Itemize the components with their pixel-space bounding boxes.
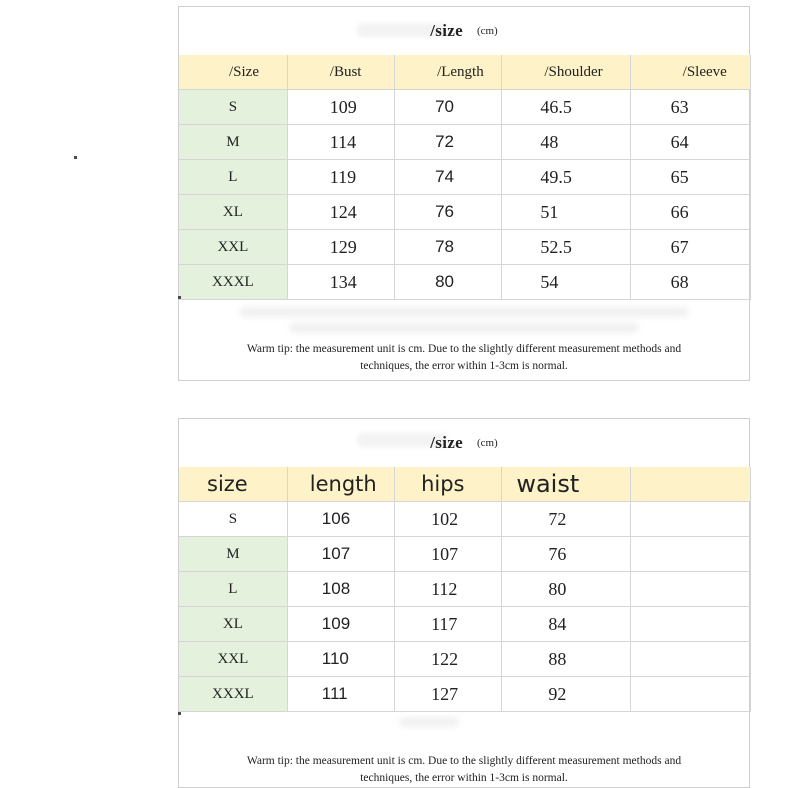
warm-tip-line: techniques, the error within 1-3cm is normal. [360, 360, 568, 372]
hips-value: 117 [395, 607, 502, 642]
warm-tip [179, 753, 749, 787]
table-row [179, 90, 751, 125]
length-value: 80 [395, 265, 502, 300]
header-empty [630, 467, 750, 502]
bust-value: 119 [287, 160, 394, 195]
empty-cell [630, 502, 750, 537]
size-label: XL [179, 607, 287, 642]
size-label: XXL [179, 230, 287, 265]
hips-value: 102 [395, 502, 502, 537]
warm-tip-line: Warm tip: the measurement unit is cm. Due to the slightly different measurement methods and [246, 755, 682, 767]
length-value: 70 [395, 90, 502, 125]
length-value: 106 [287, 502, 394, 537]
hips-value: 112 [395, 572, 502, 607]
length-value: 109 [287, 607, 394, 642]
table-row [179, 677, 751, 712]
header-size: size [179, 467, 287, 502]
chart-title-text: /size [430, 21, 463, 40]
header-sleeve: /Sleeve [630, 55, 750, 90]
table-row [179, 160, 751, 195]
chart-title [179, 419, 749, 467]
length-value: 78 [395, 230, 502, 265]
table-row [179, 195, 751, 230]
size-label: M [179, 537, 287, 572]
header-hips: hips [395, 467, 502, 502]
size-label: XL [179, 195, 287, 230]
table-row [179, 502, 751, 537]
size-table-bottom [179, 467, 751, 712]
hips-value: 127 [395, 677, 502, 712]
size-chart-bottom [178, 418, 750, 788]
header-shoulder: /Shoulder [502, 55, 630, 90]
size-label: XXXL [179, 677, 287, 712]
size-label: XXXL [179, 265, 287, 300]
table-row [179, 230, 751, 265]
table-row [179, 125, 751, 160]
waist-value: 88 [502, 642, 630, 677]
bust-value: 129 [287, 230, 394, 265]
size-table-top [179, 55, 751, 300]
header-length: length [287, 467, 394, 502]
length-value: 74 [395, 160, 502, 195]
sleeve-value: 67 [630, 230, 750, 265]
stray-dot [178, 712, 181, 715]
table-row [179, 537, 751, 572]
waist-value: 80 [502, 572, 630, 607]
empty-cell [630, 677, 750, 712]
empty-cell [630, 572, 750, 607]
length-value: 72 [395, 125, 502, 160]
length-value: 111 [287, 677, 394, 712]
bust-value: 114 [287, 125, 394, 160]
header-bust: /Bust [287, 55, 394, 90]
waist-value: 72 [502, 502, 630, 537]
empty-cell [630, 607, 750, 642]
length-value: 110 [287, 642, 394, 677]
size-label: L [179, 572, 287, 607]
warm-tip [179, 341, 749, 375]
table-row [179, 642, 751, 677]
blurred-text-line [239, 307, 689, 317]
empty-cell [630, 537, 750, 572]
waist-value: 76 [502, 537, 630, 572]
length-value: 107 [287, 537, 394, 572]
shoulder-value: 48 [502, 125, 630, 160]
sleeve-value: 64 [630, 125, 750, 160]
shoulder-value: 52.5 [502, 230, 630, 265]
table-row [179, 607, 751, 642]
header-size: /Size [179, 55, 287, 90]
empty-cell [630, 642, 750, 677]
shoulder-value: 54 [502, 265, 630, 300]
length-value: 76 [395, 195, 502, 230]
bust-value: 134 [287, 265, 394, 300]
size-label: M [179, 125, 287, 160]
header-row [179, 467, 751, 502]
chart-unit: (cm) [476, 25, 498, 37]
size-label: S [179, 502, 287, 537]
stray-dot [178, 296, 181, 299]
stray-dot [74, 156, 77, 159]
size-chart-top [178, 6, 750, 381]
bust-value: 109 [287, 90, 394, 125]
waist-value: 92 [502, 677, 630, 712]
sleeve-value: 63 [630, 90, 750, 125]
chart-title [179, 7, 749, 55]
warm-tip-line: Warm tip: the measurement unit is cm. Due to the slightly different measurement methods and [246, 343, 682, 355]
length-value: 108 [287, 572, 394, 607]
shoulder-value: 46.5 [502, 90, 630, 125]
blurred-text-line [399, 717, 459, 727]
warm-tip-line: techniques, the error within 1-3cm is normal. [360, 772, 568, 784]
header-length: /Length [395, 55, 502, 90]
header-waist: waist [502, 467, 630, 502]
shoulder-value: 51 [502, 195, 630, 230]
size-label: L [179, 160, 287, 195]
sleeve-value: 68 [630, 265, 750, 300]
sleeve-value: 66 [630, 195, 750, 230]
shoulder-value: 49.5 [502, 160, 630, 195]
chart-title-text: /size [430, 433, 463, 452]
table-row [179, 572, 751, 607]
hips-value: 122 [395, 642, 502, 677]
waist-value: 84 [502, 607, 630, 642]
sleeve-value: 65 [630, 160, 750, 195]
size-label: S [179, 90, 287, 125]
size-label: XXL [179, 642, 287, 677]
table-row [179, 265, 751, 300]
chart-unit: (cm) [476, 437, 498, 449]
bust-value: 124 [287, 195, 394, 230]
hips-value: 107 [395, 537, 502, 572]
header-row [179, 55, 751, 90]
blurred-text-line [289, 323, 639, 333]
